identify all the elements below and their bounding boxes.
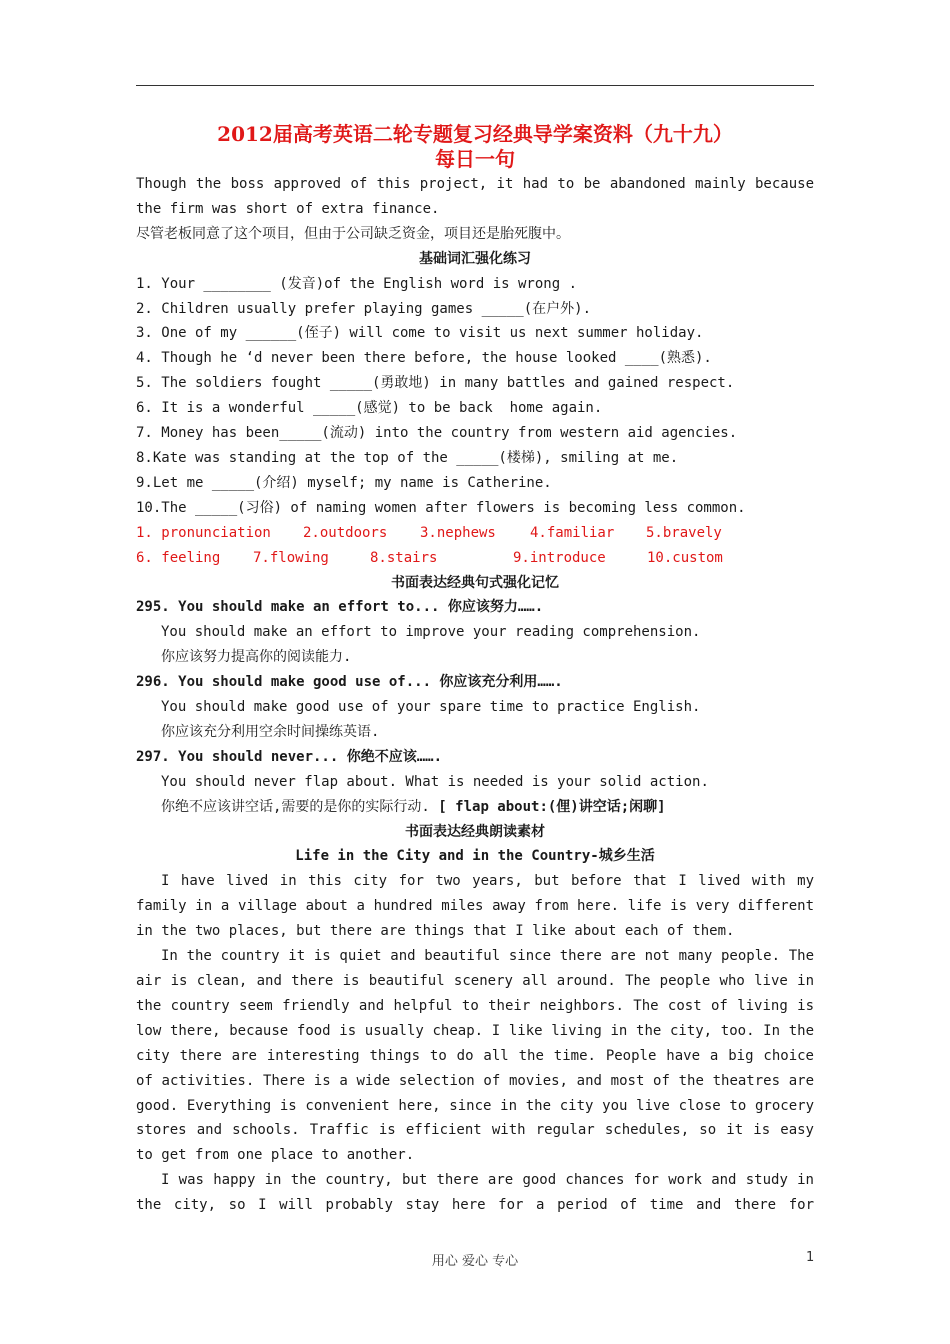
paragraph-line: the city, so I will probably stay here for a period of time and there for xyxy=(136,1197,814,1214)
page-number: 1 xyxy=(806,1250,815,1265)
reading-heading: 书面表达经典朗读素材 xyxy=(405,823,545,840)
paragraph-line: family in a village about a hundred miles away from here. life is very different xyxy=(136,898,814,915)
vocab-item: 8.Kate was standing at the top of the _____(楼梯), smiling at me. xyxy=(136,449,679,466)
vocab-item: 5. The soldiers fought _____(勇敢地) in many battles and gained respect. xyxy=(136,375,735,392)
pattern-head: 296. You should make good use of... 你应该充分利用……. xyxy=(136,674,563,691)
header-rule xyxy=(136,85,814,86)
paragraph-line: good. Everything is convenient here, since in the city you live close to grocery xyxy=(136,1097,814,1114)
pattern-head: 297. You should never... 你绝不应该……. xyxy=(136,748,443,765)
answer-item: 5.bravely xyxy=(646,524,722,541)
daily-english-line-2: the firm was short of extra finance. xyxy=(136,200,440,217)
vocab-item: 7. Money has been_____(流动) into the country from western aid agencies. xyxy=(136,425,738,442)
answer-item: 9.introduce xyxy=(513,549,606,566)
pattern-example-en: You should never flap about. What is needed is your solid action. xyxy=(161,773,709,790)
pattern-example-zh: 你应该充分利用空余时间操练英语. xyxy=(161,723,380,740)
answer-item: 1. pronunciation xyxy=(136,524,271,541)
answer-item: 7.flowing xyxy=(253,549,329,566)
vocab-item: 10.The _____(习俗) of naming women after flowers is becoming less common. xyxy=(136,499,746,516)
paragraph-line: I have lived in this city for two years, but before that I lived with my xyxy=(161,873,814,890)
reading-paragraph-1 xyxy=(136,869,814,944)
answer-item: 6. feeling xyxy=(136,549,221,566)
paragraph-line: city there are interesting things to do all the time. People have a big choice xyxy=(136,1047,814,1064)
paragraph-line: air is clean, and there is beautiful scenery all around. The people who live in xyxy=(136,973,814,989)
answer-item: 3.nephews xyxy=(420,524,496,541)
vocab-item: 2. Children usually prefer playing games _____(在户外). xyxy=(136,300,592,317)
vocab-heading: 基础词汇强化练习 xyxy=(419,250,531,267)
daily-english-line-1: Though the boss approved of this project, it had to be abandoned mainly because xyxy=(136,176,814,192)
answer-item: 2.outdoors xyxy=(303,524,388,541)
reading-paragraph-3 xyxy=(136,1168,814,1218)
page-content xyxy=(136,122,814,1218)
paragraph-line: low there, because food is usually cheap. I like living in the city, too. In the xyxy=(136,1022,814,1039)
vocab-item: 9.Let me _____(介绍) myself; my name is Catherine. xyxy=(136,474,552,491)
paragraph-line: stores and schools. Traffic is efficient with regular schedules, so it is easy xyxy=(136,1122,814,1139)
answer-item: 10.custom xyxy=(647,549,723,566)
paragraph-line: in the two places, but there are things that I like about each of them. xyxy=(136,923,735,940)
reading-paragraph-2 xyxy=(136,944,814,1168)
reading-title: Life in the City and in the Country-城乡生活 xyxy=(295,848,655,865)
pattern-example-zh-with-note xyxy=(136,795,814,820)
paragraph-line: the country seem friendly and helpful to their neighbors. The cost of living is xyxy=(136,997,814,1014)
pattern-note: [ flap about:(俚)讲空话;闲聊] xyxy=(438,798,666,815)
answer-row-2 xyxy=(136,546,814,571)
pattern-example-zh: 你应该努力提高你的阅读能力. xyxy=(161,649,352,666)
vocab-item: 1. Your ________ (发音)of the English word is wrong . xyxy=(136,275,578,292)
answer-item: 4.familiar xyxy=(530,524,615,541)
vocab-item: 4. Though he ‘d never been there before, the house looked ____(熟悉). xyxy=(136,350,712,367)
answer-row-1 xyxy=(136,521,814,546)
paragraph-line: In the country it is quiet and beautiful since there are not many people. The xyxy=(161,948,814,965)
pattern-example-zh: 你绝不应该讲空话,需要的是你的实际行动. xyxy=(161,798,430,815)
vocab-item: 6. It is a wonderful _____(感觉) to be back home again. xyxy=(136,400,603,417)
answer-item: 8.stairs xyxy=(370,549,438,566)
vocab-item: 3. One of my ______(侄子) will come to visit us next summer holiday. xyxy=(136,325,704,342)
paragraph-line: I was happy in the country, but there are good chances for work and study in xyxy=(161,1172,814,1189)
daily-sentence-heading: 每日一句 xyxy=(435,147,515,171)
footer-motto: 用心 爱心 专心 xyxy=(431,1254,519,1269)
patterns-heading: 书面表达经典句式强化记忆 xyxy=(391,574,559,591)
pattern-example-en: You should make good use of your spare time to practice English. xyxy=(161,699,701,716)
pattern-example-en: You should make an effort to improve your reading comprehension. xyxy=(161,624,701,641)
paragraph-line: of activities. There is a wide selection of movies, and most of the theatres are xyxy=(136,1072,814,1089)
daily-chinese: 尽管老板同意了这个项目，但由于公司缺乏资金，项目还是胎死腹中。 xyxy=(136,225,570,242)
document-title: 2012届高考英语二轮专题复习经典导学案资料（九十九） xyxy=(217,122,733,146)
paragraph-line: to get from one place to another. xyxy=(136,1147,415,1164)
pattern-head: 295. You should make an effort to... 你应该努力……. xyxy=(136,599,544,616)
